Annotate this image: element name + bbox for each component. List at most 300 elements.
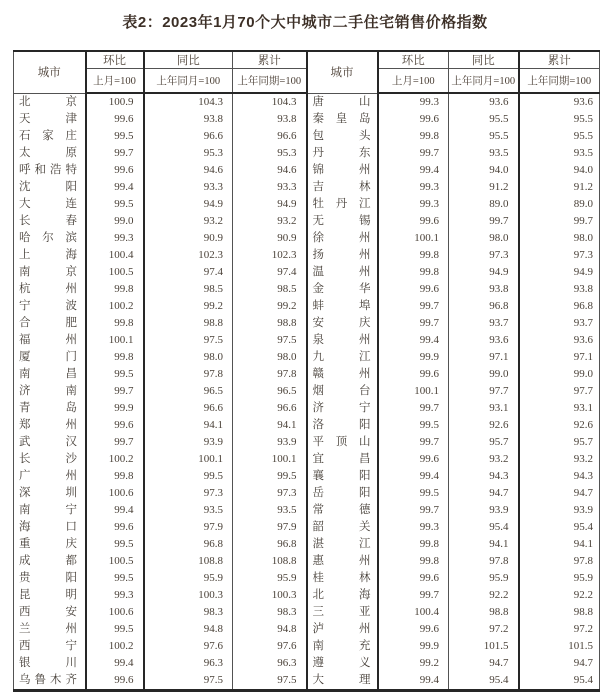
yoy-value-cell: 96.6 — [144, 128, 233, 145]
cum-value-cell: 93.9 — [233, 434, 307, 451]
yoy-value-cell: 99.2 — [144, 298, 233, 315]
city-name: 呼和浩特 — [19, 164, 77, 176]
yoy-value-cell: 97.9 — [144, 519, 233, 536]
city-name: 石家庄 — [19, 130, 77, 142]
city-name: 沈阳 — [19, 181, 77, 193]
mom-value-cell: 99.7 — [378, 587, 449, 604]
city-cell — [14, 281, 86, 298]
mom-value-cell: 99.4 — [378, 672, 449, 691]
city-cell — [307, 400, 378, 417]
city-name: 南昌 — [19, 368, 77, 380]
cum-value-cell: 95.4 — [573, 674, 593, 686]
mom-value-cell: 99.6 — [378, 570, 449, 587]
mom-value-cell: 100.1 — [378, 383, 449, 400]
mom-value-cell: 99.6 — [378, 111, 449, 128]
city-name: 宜昌 — [312, 453, 371, 465]
cum-value-cell: 93.7 — [573, 317, 593, 329]
city-cell — [307, 536, 378, 553]
yoy-value-cell: 108.8 — [144, 553, 233, 570]
yoy-value-cell: 98.8 — [144, 315, 233, 332]
city-name: 贵阳 — [19, 572, 77, 584]
city-cell — [307, 451, 378, 468]
city-name: 福州 — [19, 334, 77, 346]
cum-value-cell: 93.6 — [573, 96, 593, 108]
table-header — [14, 51, 600, 93]
header-mom-left: 环比 — [86, 51, 144, 69]
city-cell — [14, 434, 86, 451]
header-yoy-base-right: 上年同月=100 — [449, 69, 519, 94]
city-name: 长沙 — [19, 453, 77, 465]
city-cell — [14, 553, 86, 570]
city-cell — [14, 349, 86, 366]
city-cell — [14, 383, 86, 400]
yoy-value-cell: 99.5 — [144, 468, 233, 485]
yoy-value-cell: 100.3 — [144, 587, 233, 604]
price-index-table — [13, 50, 600, 692]
yoy-value-cell: 96.8 — [144, 536, 233, 553]
cum-value-cell: 93.9 — [573, 504, 593, 516]
table-row — [14, 111, 600, 128]
city-name: 赣州 — [312, 368, 371, 380]
cum-value-cell: 98.8 — [233, 315, 307, 332]
table-row — [14, 179, 600, 196]
city-name: 海口 — [19, 521, 77, 533]
city-cell — [14, 145, 86, 162]
city-name: 天津 — [19, 113, 77, 125]
city-cell — [14, 213, 86, 230]
yoy-value-cell: 90.9 — [144, 230, 233, 247]
city-name: 金华 — [312, 283, 371, 295]
table-row — [14, 434, 600, 451]
yoy-value-cell: 97.5 — [144, 672, 233, 691]
yoy-value-cell: 98.0 — [144, 349, 233, 366]
yoy-value-cell: 94.8 — [144, 621, 233, 638]
mom-value-cell: 100.4 — [86, 247, 144, 264]
header-city-left: 城市 — [14, 51, 86, 93]
mom-value-cell: 99.6 — [86, 672, 144, 691]
mom-value-cell: 99.7 — [378, 298, 449, 315]
table-row — [14, 536, 600, 553]
mom-value-cell: 99.5 — [86, 621, 144, 638]
city-cell — [14, 468, 86, 485]
cum-value-cell: 108.8 — [233, 553, 307, 570]
city-name: 南京 — [19, 266, 77, 278]
mom-value-cell: 99.7 — [378, 434, 449, 451]
yoy-value-cell: 95.4 — [449, 672, 519, 691]
mom-value-cell: 99.7 — [86, 434, 144, 451]
city-name: 长春 — [19, 215, 77, 227]
table-row — [14, 349, 600, 366]
city-cell — [14, 93, 86, 111]
mom-value-cell: 100.2 — [86, 451, 144, 468]
yoy-value-cell: 97.1 — [449, 349, 519, 366]
city-cell — [307, 93, 378, 111]
mom-value-cell: 99.8 — [378, 553, 449, 570]
city-name: 秦皇岛 — [312, 113, 371, 125]
mom-value-cell: 99.6 — [378, 281, 449, 298]
city-cell — [307, 247, 378, 264]
table-row — [14, 672, 600, 691]
city-name: 九江 — [312, 351, 371, 363]
mom-value-cell: 100.5 — [86, 264, 144, 281]
cum-value-cell: 97.4 — [233, 264, 307, 281]
city-name: 大连 — [19, 198, 77, 210]
city-name: 深圳 — [19, 487, 77, 499]
mom-value-cell: 99.4 — [378, 468, 449, 485]
cum-value-cell: 97.8 — [573, 555, 593, 567]
yoy-value-cell: 98.5 — [144, 281, 233, 298]
city-name: 乌鲁木齐 — [19, 674, 77, 686]
header-mom-base-right: 上月=100 — [378, 69, 449, 94]
yoy-value-cell: 93.2 — [144, 213, 233, 230]
city-cell — [14, 179, 86, 196]
cum-value-cell: 94.7 — [573, 657, 593, 669]
city-name: 银川 — [19, 657, 77, 669]
cum-value-cell: 93.3 — [233, 179, 307, 196]
mom-value-cell: 99.5 — [378, 417, 449, 434]
city-name: 唐山 — [312, 95, 371, 108]
yoy-value-cell: 95.9 — [144, 570, 233, 587]
yoy-value-cell: 94.9 — [144, 196, 233, 213]
cum-value-cell: 94.9 — [233, 196, 307, 213]
yoy-value-cell: 93.6 — [449, 93, 519, 111]
mom-value-cell: 99.6 — [86, 111, 144, 128]
cum-value-cell: 102.3 — [233, 247, 307, 264]
city-cell — [14, 451, 86, 468]
city-name: 重庆 — [19, 538, 77, 550]
cum-value-cell: 99.2 — [233, 298, 307, 315]
yoy-value-cell: 94.6 — [144, 162, 233, 179]
city-cell — [14, 196, 86, 213]
table-row — [14, 655, 600, 672]
table-row — [14, 468, 600, 485]
city-name: 大理 — [312, 674, 371, 686]
mom-value-cell: 100.4 — [378, 604, 449, 621]
city-cell — [307, 570, 378, 587]
cum-value-cell: 94.9 — [573, 266, 593, 278]
yoy-value-cell: 97.3 — [449, 247, 519, 264]
city-name: 桂林 — [312, 572, 371, 584]
city-name: 上海 — [19, 249, 77, 261]
cum-value-cell: 100.3 — [233, 587, 307, 604]
cum-value-cell: 94.6 — [233, 162, 307, 179]
city-name: 西安 — [19, 606, 77, 618]
city-name: 南充 — [312, 640, 371, 652]
city-cell — [307, 349, 378, 366]
mom-value-cell: 99.5 — [86, 128, 144, 145]
city-name: 哈尔滨 — [19, 232, 77, 244]
city-cell — [307, 468, 378, 485]
city-cell — [14, 247, 86, 264]
header-cum-base-right: 上年同期=100 — [519, 69, 600, 94]
table-row — [14, 604, 600, 621]
city-cell — [307, 485, 378, 502]
yoy-value-cell: 100.1 — [144, 451, 233, 468]
yoy-value-cell: 95.7 — [449, 434, 519, 451]
cum-value-cell: 97.7 — [573, 385, 593, 397]
city-cell — [14, 366, 86, 383]
city-name: 无锡 — [312, 215, 371, 227]
yoy-value-cell: 95.9 — [449, 570, 519, 587]
table-row — [14, 332, 600, 349]
city-name: 宁波 — [19, 300, 77, 312]
yoy-value-cell: 93.9 — [449, 502, 519, 519]
city-cell — [307, 179, 378, 196]
mom-value-cell: 100.6 — [86, 485, 144, 502]
city-name: 南宁 — [19, 504, 77, 516]
table-row — [14, 417, 600, 434]
cum-value-cell: 99.5 — [233, 468, 307, 485]
city-name: 杭州 — [19, 283, 77, 295]
header-cum-base-left: 上年同期=100 — [233, 69, 307, 94]
mom-value-cell: 99.8 — [378, 128, 449, 145]
city-name: 韶关 — [312, 521, 371, 533]
page-title: 表2：2023年1月70个大中城市二手住宅销售价格指数 — [122, 14, 488, 31]
cum-value-cell: 95.9 — [233, 570, 307, 587]
table-row — [14, 230, 600, 247]
cum-value-cell: 95.5 — [573, 130, 593, 142]
cum-value-cell: 93.2 — [573, 453, 593, 465]
mom-value-cell: 99.6 — [378, 366, 449, 383]
yoy-value-cell: 95.5 — [449, 111, 519, 128]
cum-value-cell: 98.0 — [233, 349, 307, 366]
cum-value-cell: 96.5 — [233, 383, 307, 400]
cum-value-cell: 97.5 — [233, 672, 307, 691]
yoy-value-cell: 97.5 — [144, 332, 233, 349]
yoy-value-cell: 93.2 — [449, 451, 519, 468]
cum-value-cell: 89.0 — [573, 198, 593, 210]
yoy-value-cell: 95.4 — [449, 519, 519, 536]
city-name: 岳阳 — [312, 487, 371, 499]
mom-value-cell: 99.5 — [86, 570, 144, 587]
yoy-value-cell: 94.0 — [449, 162, 519, 179]
mom-value-cell: 99.5 — [86, 536, 144, 553]
city-cell — [14, 638, 86, 655]
city-cell — [14, 162, 86, 179]
city-name: 平顶山 — [312, 436, 371, 448]
city-cell — [14, 502, 86, 519]
mom-value-cell: 99.8 — [86, 281, 144, 298]
city-name: 兰州 — [19, 623, 77, 635]
yoy-value-cell: 97.7 — [449, 383, 519, 400]
mom-value-cell: 99.5 — [86, 196, 144, 213]
city-name: 温州 — [312, 266, 371, 278]
cum-value-cell: 94.1 — [573, 538, 593, 550]
city-cell — [307, 128, 378, 145]
cum-value-cell: 96.8 — [233, 536, 307, 553]
yoy-value-cell: 94.9 — [449, 264, 519, 281]
city-name: 北京 — [19, 95, 77, 108]
header-yoy-left: 同比 — [144, 51, 233, 69]
cum-value-cell: 94.7 — [573, 487, 593, 499]
city-name: 济宁 — [312, 402, 371, 414]
city-name: 烟台 — [312, 385, 371, 397]
table-row — [14, 621, 600, 638]
city-name: 成都 — [19, 555, 77, 567]
yoy-value-cell: 95.3 — [144, 145, 233, 162]
table-row — [14, 570, 600, 587]
city-cell — [307, 366, 378, 383]
table-row — [14, 264, 600, 281]
cum-value-cell: 93.6 — [573, 334, 593, 346]
yoy-value-cell: 97.4 — [144, 264, 233, 281]
table-row — [14, 485, 600, 502]
city-cell — [14, 128, 86, 145]
cum-value-cell: 95.7 — [573, 436, 593, 448]
mom-value-cell: 99.3 — [378, 519, 449, 536]
city-cell — [14, 655, 86, 672]
mom-value-cell: 100.1 — [86, 332, 144, 349]
city-name: 西宁 — [19, 640, 77, 652]
cum-value-cell: 96.6 — [233, 400, 307, 417]
mom-value-cell: 100.1 — [378, 230, 449, 247]
city-cell — [307, 519, 378, 536]
cum-value-cell: 97.6 — [233, 638, 307, 655]
city-name: 泸州 — [312, 623, 371, 635]
city-name: 郑州 — [19, 419, 77, 431]
city-cell — [307, 604, 378, 621]
yoy-value-cell: 94.1 — [144, 417, 233, 434]
city-cell — [307, 383, 378, 400]
mom-value-cell: 99.4 — [86, 179, 144, 196]
city-cell — [14, 315, 86, 332]
header-yoy-right: 同比 — [449, 51, 519, 69]
yoy-value-cell: 92.2 — [449, 587, 519, 604]
yoy-value-cell: 101.5 — [449, 638, 519, 655]
city-cell — [307, 417, 378, 434]
city-cell — [307, 672, 378, 691]
table-row — [14, 281, 600, 298]
yoy-value-cell: 96.8 — [449, 298, 519, 315]
cum-value-cell: 93.5 — [233, 502, 307, 519]
header-cum-right: 累计 — [519, 51, 600, 69]
city-cell — [14, 417, 86, 434]
cum-value-cell: 104.3 — [233, 93, 307, 111]
mom-value-cell: 99.9 — [378, 638, 449, 655]
yoy-value-cell: 96.6 — [144, 400, 233, 417]
yoy-value-cell: 96.3 — [144, 655, 233, 672]
yoy-value-cell: 89.0 — [449, 196, 519, 213]
city-cell — [14, 570, 86, 587]
cum-value-cell: 97.8 — [233, 366, 307, 383]
city-name: 北海 — [312, 589, 371, 601]
table-row — [14, 315, 600, 332]
mom-value-cell: 99.6 — [378, 213, 449, 230]
cum-value-cell: 95.5 — [573, 113, 593, 125]
cum-value-cell: 98.3 — [233, 604, 307, 621]
yoy-value-cell: 93.9 — [144, 434, 233, 451]
table-row — [14, 519, 600, 536]
cum-value-cell: 97.3 — [233, 485, 307, 502]
yoy-value-cell: 93.5 — [449, 145, 519, 162]
mom-value-cell: 99.5 — [378, 485, 449, 502]
cum-value-cell: 97.9 — [233, 519, 307, 536]
mom-value-cell: 99.7 — [378, 400, 449, 417]
city-cell — [307, 230, 378, 247]
mom-value-cell: 99.6 — [86, 162, 144, 179]
mom-value-cell: 99.7 — [86, 383, 144, 400]
city-name: 湛江 — [312, 538, 371, 550]
city-cell — [307, 587, 378, 604]
mom-value-cell: 100.2 — [86, 298, 144, 315]
cum-value-cell: 92.6 — [573, 419, 593, 431]
cum-value-cell: 93.1 — [573, 402, 593, 414]
city-cell — [14, 587, 86, 604]
cum-value-cell: 91.2 — [573, 181, 593, 193]
city-name: 牡丹江 — [312, 198, 371, 210]
city-name: 合肥 — [19, 317, 77, 329]
city-cell — [14, 400, 86, 417]
mom-value-cell: 99.6 — [86, 519, 144, 536]
city-cell — [307, 434, 378, 451]
yoy-value-cell: 97.8 — [144, 366, 233, 383]
city-name: 青岛 — [19, 402, 77, 414]
mom-value-cell: 99.5 — [86, 366, 144, 383]
city-cell — [307, 264, 378, 281]
city-cell — [14, 111, 86, 128]
yoy-value-cell: 92.6 — [449, 417, 519, 434]
yoy-value-cell: 97.2 — [449, 621, 519, 638]
yoy-value-cell: 95.5 — [449, 128, 519, 145]
city-name: 广州 — [19, 470, 77, 482]
mom-value-cell: 99.4 — [378, 332, 449, 349]
header-cum-left: 累计 — [233, 51, 307, 69]
cum-value-cell: 94.3 — [573, 470, 593, 482]
mom-value-cell: 99.8 — [378, 536, 449, 553]
yoy-value-cell: 93.7 — [449, 315, 519, 332]
mom-value-cell: 99.7 — [378, 502, 449, 519]
city-name: 徐州 — [312, 232, 371, 244]
mom-value-cell: 99.7 — [378, 145, 449, 162]
table-row — [14, 298, 600, 315]
yoy-value-cell: 93.1 — [449, 400, 519, 417]
yoy-value-cell: 98.3 — [144, 604, 233, 621]
table-row — [14, 451, 600, 468]
city-name: 蚌埠 — [312, 300, 371, 312]
mom-value-cell: 100.5 — [86, 553, 144, 570]
mom-value-cell: 99.3 — [378, 93, 449, 111]
city-name: 济南 — [19, 385, 77, 397]
yoy-value-cell: 94.3 — [449, 468, 519, 485]
yoy-value-cell: 93.6 — [449, 332, 519, 349]
city-cell — [307, 638, 378, 655]
yoy-value-cell: 99.0 — [449, 366, 519, 383]
city-name: 常德 — [312, 504, 371, 516]
city-cell — [14, 264, 86, 281]
mom-value-cell: 100.9 — [86, 93, 144, 111]
city-name: 吉林 — [312, 181, 371, 193]
city-name: 襄阳 — [312, 470, 371, 482]
city-cell — [307, 145, 378, 162]
city-cell — [14, 519, 86, 536]
table-row — [14, 587, 600, 604]
cum-value-cell: 93.8 — [573, 283, 593, 295]
city-cell — [307, 553, 378, 570]
cum-value-cell: 96.8 — [573, 300, 593, 312]
city-name: 三亚 — [312, 606, 371, 618]
mom-value-cell: 99.8 — [378, 264, 449, 281]
cum-value-cell: 90.9 — [233, 230, 307, 247]
table-row — [14, 247, 600, 264]
mom-value-cell: 99.4 — [86, 502, 144, 519]
mom-value-cell: 99.6 — [86, 417, 144, 434]
cum-value-cell: 98.0 — [573, 232, 593, 244]
table-row — [14, 162, 600, 179]
city-cell — [307, 281, 378, 298]
city-cell — [14, 621, 86, 638]
cum-value-cell: 93.8 — [233, 111, 307, 128]
cum-value-cell: 92.2 — [573, 589, 593, 601]
